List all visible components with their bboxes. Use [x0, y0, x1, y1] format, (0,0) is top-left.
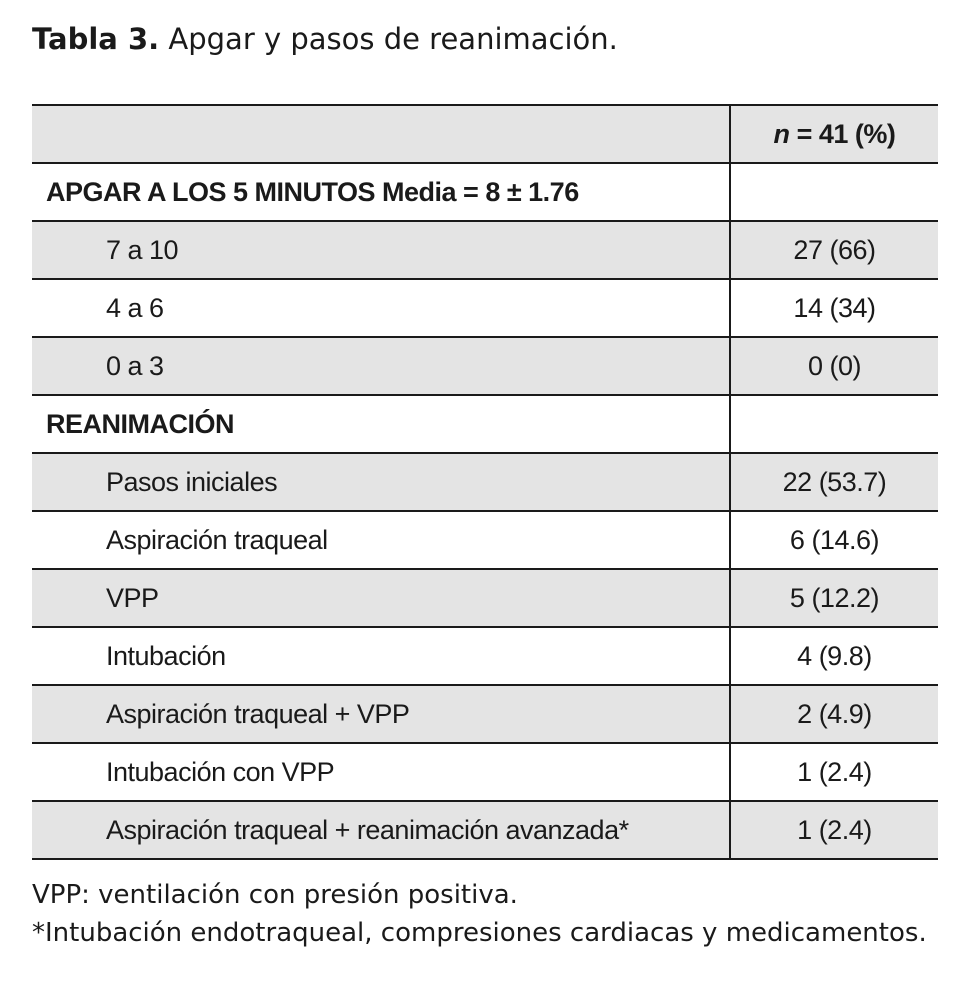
header-n-symbol: n	[773, 118, 790, 149]
row-label: Aspiración traqueal	[32, 511, 730, 569]
row-label: Intubación	[32, 627, 730, 685]
footnote-vpp: VPP: ventilación con presión positiva.	[32, 880, 518, 910]
row-label: VPP	[32, 569, 730, 627]
row-label: Intubación con VPP	[32, 743, 730, 801]
row-label: 4 a 6	[32, 279, 730, 337]
table-row	[32, 337, 938, 395]
row-label: Aspiración traqueal + VPP	[32, 685, 730, 743]
footnote-advanced-resuscitation: *Intubación endotraqueal, compresiones cardiacas y medicamentos.	[32, 918, 927, 948]
table-row	[32, 801, 938, 859]
table-row	[32, 395, 938, 453]
row-value: 0 (0)	[730, 337, 938, 395]
table-title	[32, 22, 618, 56]
header-empty-cell	[32, 105, 730, 163]
table-row	[32, 279, 938, 337]
table-title-text: Apgar y pasos de reanimación.	[168, 22, 618, 56]
row-label: 0 a 3	[32, 337, 730, 395]
row-value	[730, 163, 938, 221]
apgar-table	[32, 104, 938, 860]
table-row	[32, 569, 938, 627]
header-n-value: = 41 (%)	[796, 118, 896, 149]
row-value: 1 (2.4)	[730, 801, 938, 859]
row-label: 7 a 10	[32, 221, 730, 279]
row-value: 14 (34)	[730, 279, 938, 337]
section-label: REANIMACIÓN	[32, 395, 730, 453]
row-value	[730, 395, 938, 453]
table-row	[32, 685, 938, 743]
table-row	[32, 453, 938, 511]
row-value: 27 (66)	[730, 221, 938, 279]
table-row	[32, 221, 938, 279]
table-row	[32, 511, 938, 569]
row-value: 1 (2.4)	[730, 743, 938, 801]
row-value: 5 (12.2)	[730, 569, 938, 627]
table-footnotes	[32, 876, 927, 952]
row-value: 4 (9.8)	[730, 627, 938, 685]
table-row	[32, 743, 938, 801]
row-value: 6 (14.6)	[730, 511, 938, 569]
row-value: 2 (4.9)	[730, 685, 938, 743]
row-value: 22 (53.7)	[730, 453, 938, 511]
table-row	[32, 163, 938, 221]
section-label: APGAR A LOS 5 MINUTOS Media = 8 ± 1.76	[32, 163, 730, 221]
header-n-cell	[730, 105, 938, 163]
row-label: Pasos iniciales	[32, 453, 730, 511]
table-header-row	[32, 105, 938, 163]
table-row	[32, 627, 938, 685]
row-label: Aspiración traqueal + reanimación avanzada*	[32, 801, 730, 859]
table-number-label: Tabla 3.	[32, 22, 160, 56]
